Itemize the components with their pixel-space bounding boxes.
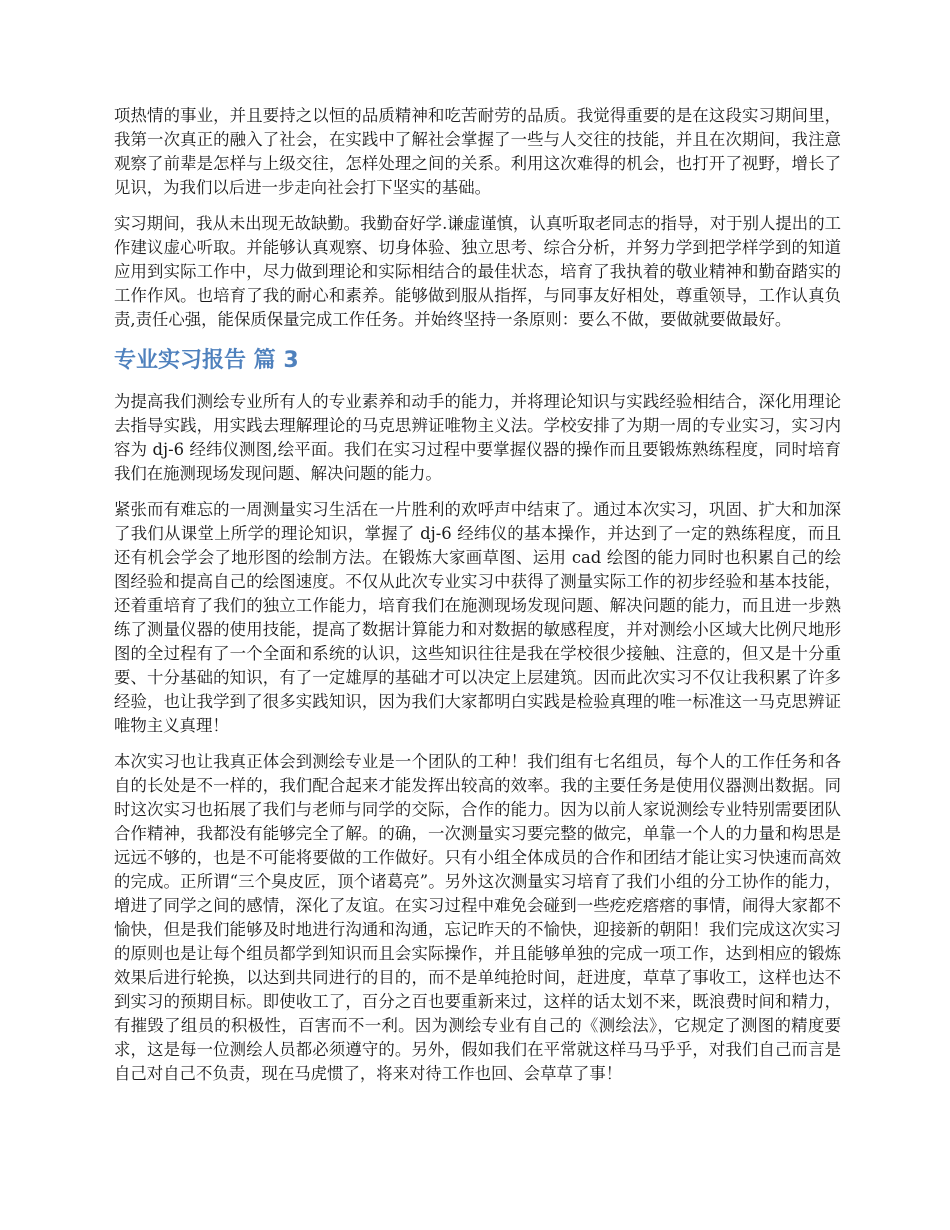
paragraph-internship-attitude: 项热情的事业，并且要持之以恒的品质精神和吃苦耐劳的品质。我觉得重要的是在这段实习期间里，我第一次真正的融入了社会，在实践中了解社会掌握了一些与人交往的技能，并且在次期间，我注意观察了前辈是怎样与上级交往，怎样处理之间的关系。利用这次难得的机会，也打开了视野，增长了见识，为我们以后进一步走向社会打下坚实的基础。 bbox=[114, 106, 841, 197]
paragraph-internship-conduct: 实习期间，我从未出现无故缺勤。我勤奋好学.谦虚谨慎，认真听取老同志的指导，对于别人提出的工作建议虚心听取。并能够认真观察、切身体验、独立思考、综合分析，并努力学到把学样学到的知道应用到实际工作中，尽力做到理论和实际相结合的最佳状态，培育了我执着的敬业精神和勤奋踏实的工作作风。也培育了我的耐心和素养。能够做到服从指挥，与同事友好相处，尊重领导，工作认真负责,责任心强，能保质保量完成工作任务。并始终坚持一条原则：要么不做，要做就要做最好。 bbox=[114, 214, 841, 329]
paragraph-teamwork: 本次实习也让我真正体会到测绘专业是一个团队的工种！我们组有七名组员，每个人的工作任务和各自的长处是不一样的，我们配合起来才能发挥出较高的效率。我的主要任务是使用仪器测出数据。同时这次实习也拓展了我们与老师与同学的交际，合作的能力。因为以前人家说测绘专业特别需要团队合作精神，我都没有能够完全了解。的确，一次测量实习要完整的做完，单靠一个人的力量和构思是远远不够的，也是不可能将要做的工作做好。只有小组全体成员的合作和团结才能让实习快速而高效的完成。正所谓“三个臭皮匠，顶个诸葛亮”。另外这次测量实习培育了我们小组的分工协作的能力，增进了同学之间的感情，深化了友谊。在实习过程中难免会碰到一些疙疙瘩瘩的事情，闹得大家都不愉快，但是我们能够及时地进行沟通和沟通，忘记昨天的不愉快，迎接新的朝阳！我们完成这次实习的原则也是让每个组员都学到知识而且会实际操作，并且能够单独的完成一项工作，达到相应的锻炼效果后进行轮换，以达到共同进行的目的，而不是单纯抢时间，赶进度，草草了事收工，这样也达不到实习的预期目标。即使收工了，百分之百也要重新来过，这样的话太划不来，既浪费时间和精力，有摧毁了组员的积极性，百害而不一利。因为测绘专业有自己的《测绘法》，它规定了测图的精度要求，这是每一位测绘人员都必须遵守的。另外，假如我们在平常就这样马马乎乎，对我们自己而言是自己对自己不负责，现在马虎惯了，将来对待工作也回、会草草了事！ bbox=[114, 752, 841, 1083]
section-heading: 专业实习报告 篇 3 bbox=[114, 348, 299, 373]
paragraph-internship-purpose: 为提高我们测绘专业所有人的专业素养和动手的能力，并将理论知识与实践经验相结合，深化用理论去指导实践，用实践去理解理论的马克思辨证唯物主义法。学校安排了为期一周的专业实习，实习内容为 dj-6 经纬仪测图,绘平面。我们在实习过程中要掌握仪器的操作而且要锻炼熟练程度，同时培育我们在施测现场发现问题、解决问题的能力。 bbox=[114, 392, 841, 483]
paragraph-internship-summary: 紧张而有难忘的一周测量实习生活在一片胜利的欢呼声中结束了。通过本次实习，巩固、扩大和加深了我们从课堂上所学的理论知识，掌握了 dj-6 经纬仪的基本操作，并达到了一定的熟练程度，而且还有机会学会了地形图的绘制方法。在锻炼大家画草图、运用 cad 绘图的能力同时也积累自己的绘图经验和提高自己的绘图速度。不仅从此次专业实习中获得了测量实际工作的初步经验和基本技能，还着重培育了我们的独立工作能力，培育我们在施测现场发现问题、解决问题的能力，而且进一步熟练了测量仪器的使用技能，提高了数据计算能力和对数据的敏感程度，并对测绘小区域大比例尺地形图的全过程有了一个全面和系统的认识，这些知识往往是我在学校很少接触、注意的，但又是十分重要、十分基础的知识，有了一定雄厚的基础才可以决定上层建筑。因而此次实习不仅让我积累了许多经验，也让我学到了很多实践知识，因为我们大家都明白实践是检验真理的唯一标准这一马克思辨证唯物主义真理！ bbox=[114, 500, 841, 735]
document-page bbox=[114, 104, 841, 1098]
